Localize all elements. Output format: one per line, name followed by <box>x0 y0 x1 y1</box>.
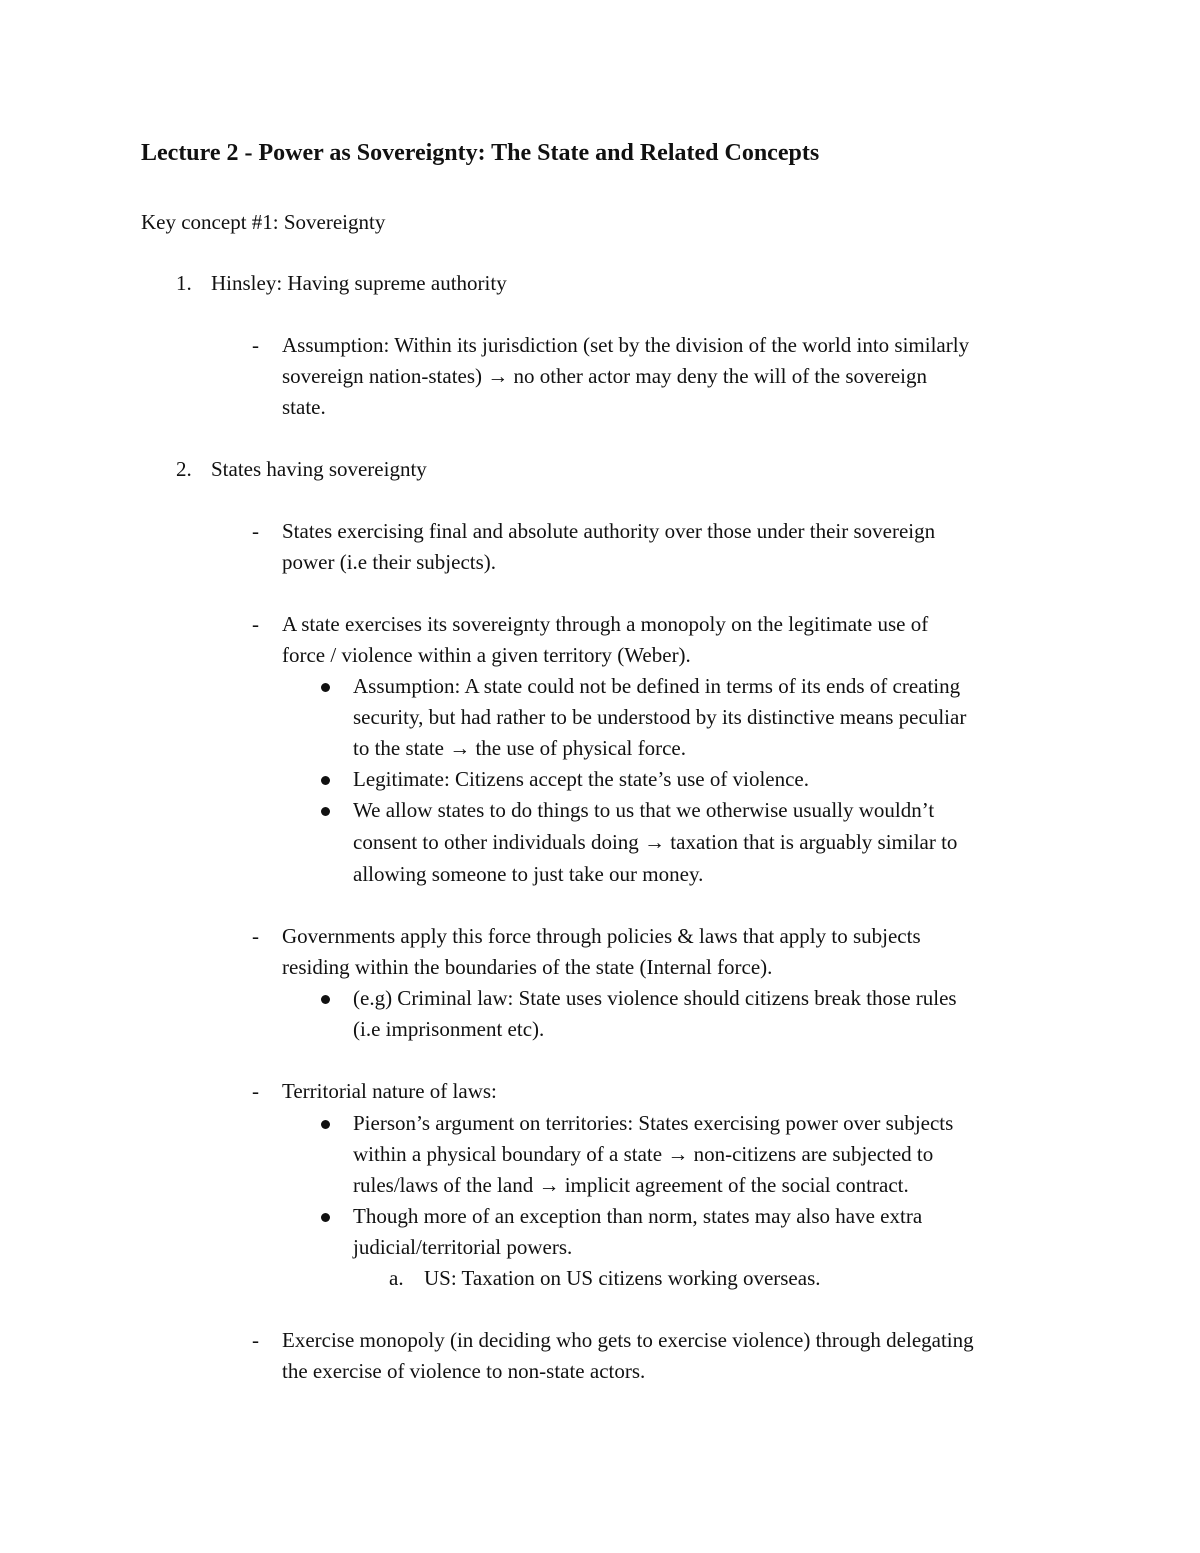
dash-marker: - <box>252 1079 259 1103</box>
bullet-icon <box>321 995 330 1004</box>
dash-marker: - <box>252 924 259 948</box>
bullet-line: allowing someone to just take our money. <box>353 862 704 886</box>
point-line: state. <box>282 395 326 419</box>
point-line: Territorial nature of laws: <box>282 1079 497 1103</box>
bullet-line: to the state → the use of physical force. <box>353 736 686 760</box>
bullet-line: (i.e imprisonment etc). <box>353 1017 545 1041</box>
bullet-line: Though more of an exception than norm, states may also have extra <box>353 1204 923 1228</box>
point-line: A state exercises its sovereignty through a monopoly on the legitimate use of <box>282 612 929 636</box>
point-line: Assumption: Within its jurisdiction (set by the division of the world into similarly <box>282 333 970 357</box>
bullet-icon <box>321 1213 330 1222</box>
bullet-line: judicial/territorial powers. <box>353 1235 573 1259</box>
section-number: 1. <box>176 271 192 295</box>
sub-item-line: US: Taxation on US citizens working overseas. <box>424 1266 821 1290</box>
point-line: sovereign nation-states) → no other actor may deny the will of the sovereign <box>282 364 927 388</box>
bullet-line: consent to other individuals doing → taxation that is arguably similar to <box>353 830 958 854</box>
dash-marker: - <box>252 333 259 357</box>
bullet-line: Assumption: A state could not be defined in terms of its ends of creating <box>353 674 961 698</box>
dash-marker: - <box>252 519 259 543</box>
bullet-line: rules/laws of the land → implicit agreement of the social contract. <box>353 1173 909 1197</box>
bullet-line: within a physical boundary of a state → non-citizens are subjected to <box>353 1142 934 1166</box>
point-line: residing within the boundaries of the state (Internal force). <box>282 955 773 979</box>
sub-item-marker: a. <box>389 1266 404 1290</box>
bullet-line: (e.g) Criminal law: State uses violence should citizens break those rules <box>353 986 957 1010</box>
section-heading: States having sovereignty <box>211 457 427 481</box>
dash-marker: - <box>252 612 259 636</box>
bullet-line: We allow states to do things to us that we otherwise usually wouldn’t <box>353 798 935 822</box>
bullet-line: Legitimate: Citizens accept the state’s use of violence. <box>353 767 810 791</box>
key-concept-heading: Key concept #1: Sovereignty <box>141 210 386 234</box>
bullet-icon <box>321 807 330 816</box>
point-line: States exercising final and absolute authority over those under their sovereign <box>282 519 936 543</box>
point-line: the exercise of violence to non-state actors. <box>282 1359 646 1383</box>
point-line: Governments apply this force through policies & laws that apply to subjects <box>282 924 921 948</box>
bullet-line: Pierson’s argument on territories: States exercising power over subjects <box>353 1111 954 1135</box>
bullet-icon <box>321 683 330 692</box>
bullet-line: security, but had rather to be understood by its distinctive means peculiar <box>353 705 967 729</box>
point-line: force / violence within a given territory (Weber). <box>282 643 691 667</box>
bullet-icon <box>321 1120 330 1129</box>
section-heading: Hinsley: Having supreme authority <box>211 271 507 295</box>
dash-marker: - <box>252 1328 259 1352</box>
lecture-title: Lecture 2 - Power as Sovereignty: The State and Related Concepts <box>141 140 820 166</box>
point-line: Exercise monopoly (in deciding who gets to exercise violence) through delegating <box>282 1328 974 1352</box>
bullet-icon <box>321 776 330 785</box>
section-number: 2. <box>176 457 192 481</box>
point-line: power (i.e their subjects). <box>282 550 497 574</box>
